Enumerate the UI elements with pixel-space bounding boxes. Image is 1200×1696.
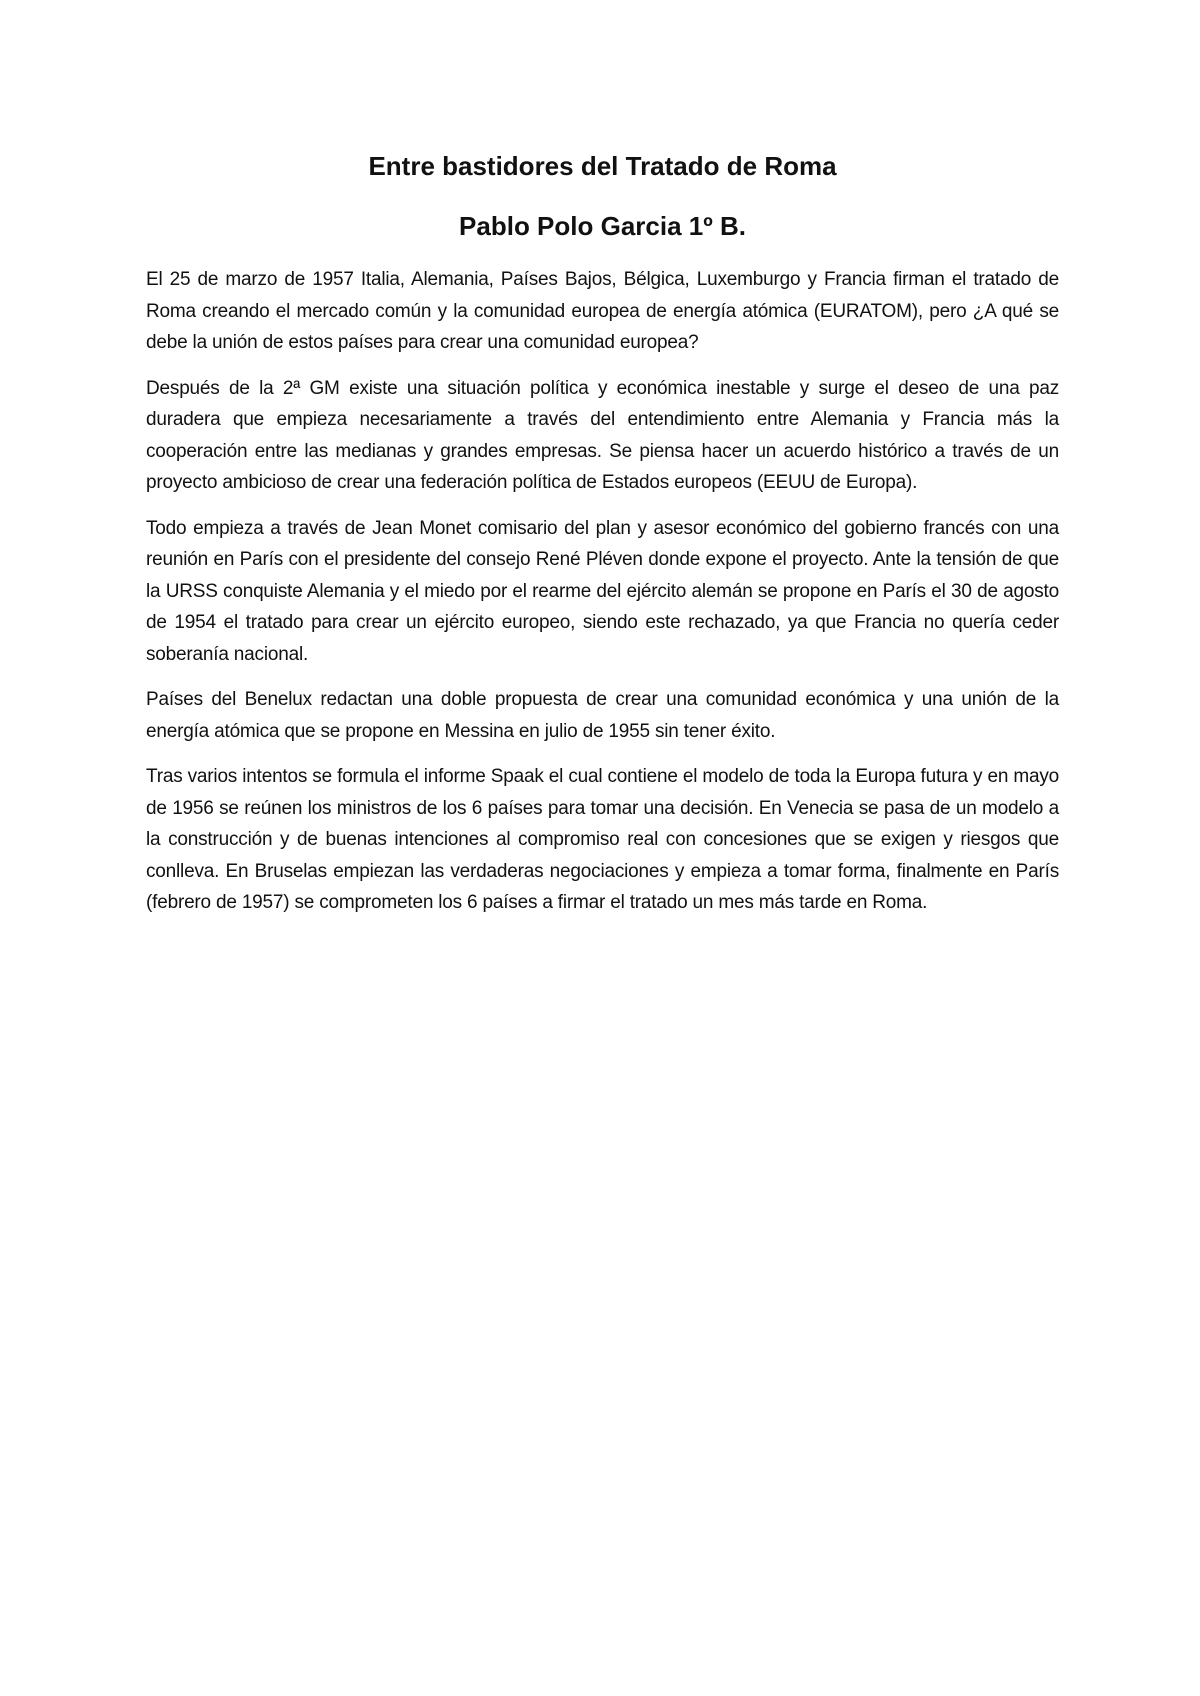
paragraph-spaak: Tras varios intentos se formula el informe Spaak el cual contiene el modelo de toda la Europa futura y en mayo de 1956 se reúnen los ministros de los 6 países para tomar una decisión. En Venecia se pasa de un modelo a la construcción y de buenas intenciones al compromiso real con concesiones que se exigen y riesgos que conlleva. En Bruselas empiezan las verdaderas negociaciones y empieza a tomar forma, finalmente en París (febrero de 1957) se comprometen los 6 países a firmar el tratado un mes más tarde en Roma. <box>146 766 1059 913</box>
paragraph-intro: El 25 de marzo de 1957 Italia, Alemania, Países Bajos, Bélgica, Luxemburgo y Francia firman el tratado de Roma creando el mercado común y la comunidad europea de energía atómica (EURATOM), pero ¿A qué se debe la unión de estos países para crear una comunidad europea? <box>146 269 1059 353</box>
paragraph-benelux: Países del Benelux redactan una doble propuesta de crear una comunidad económica y una unión de la energía atómica que se propone en Messina en julio de 1955 sin tener éxito. <box>146 689 1059 742</box>
document-content <box>146 146 1059 933</box>
document-body <box>146 264 1059 919</box>
document-title: Entre bastidores del Tratado de Roma <box>368 151 837 181</box>
paragraph-postwar: Después de la 2ª GM existe una situación política y económica inestable y surge el deseo de una paz duradera que empieza necesariamente a través del entendimiento entre Alemania y Francia más la cooperación entre las medianas y grandes empresas. Se piensa hacer un acuerdo histórico a través de un proyecto ambicioso de crear una federación política de Estados europeos (EEUU de Europa). <box>146 377 1059 493</box>
document-author: Pablo Polo Garcia 1º B. <box>459 211 746 241</box>
paragraph-monnet: Todo empieza a través de Jean Monet comisario del plan y asesor económico del gobierno francés con una reunión en París con el presidente del consejo René Pléven donde expone el proyecto. Ante la tensión de que la URSS conquiste Alemania y el miedo por el rearme del ejército alemán se propone en París el 30 de agosto de 1954 el tratado para crear un ejército europeo, siendo este rechazado, ya que Francia no quería ceder soberanía nacional. <box>146 517 1059 665</box>
